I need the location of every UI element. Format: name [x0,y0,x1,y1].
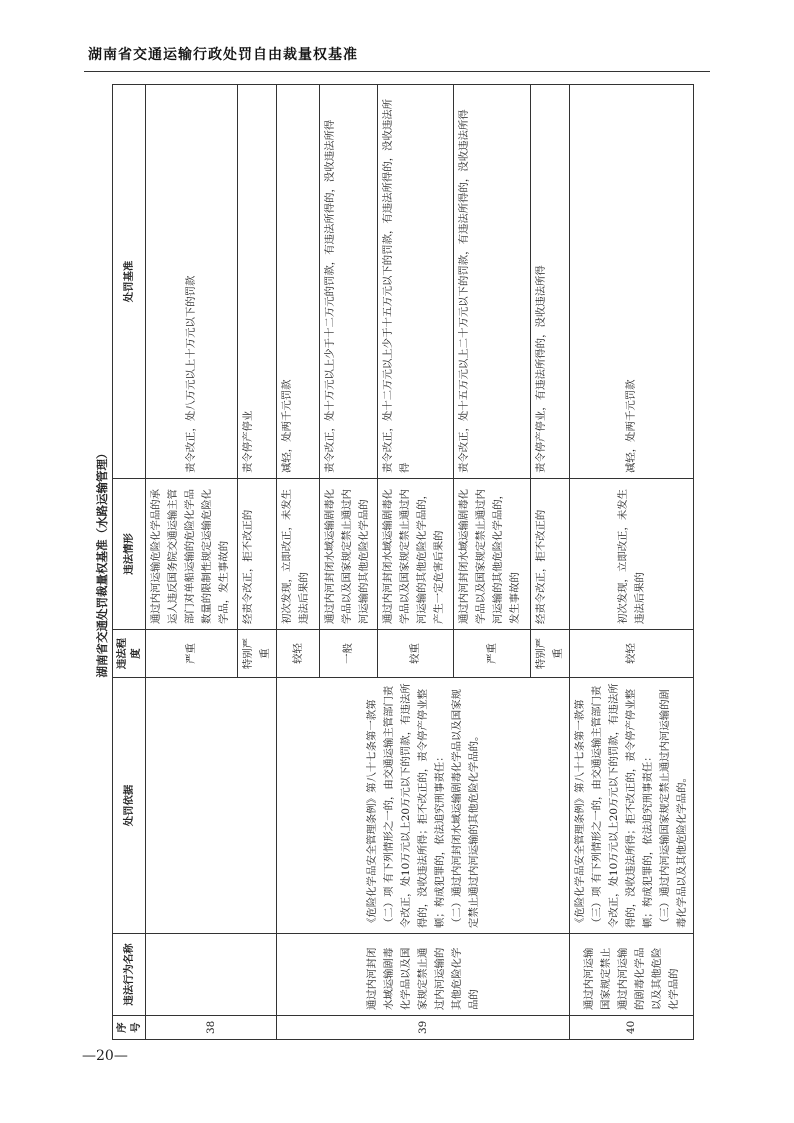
penalty-standard: 责令改正，处十万元以上少于十二万元的罚款，有违法所得的，没收违法所得 [320,85,378,479]
col-header-situation: 违法情形 [113,479,146,630]
violation-situation: 经责令改正，拒不改正的 [531,479,570,630]
page-number: —20— [82,1048,128,1064]
penalty-standard: 责令改正，处十五万元以上二十万元以下的罚款，有违法所得的，没收违法所得 [454,85,531,479]
violation-level: 特别严重 [238,630,277,678]
penalty-basis [570,678,694,934]
violation-level: 严重 [146,630,238,678]
violation-situation: 通过内河封闭水域运输剧毒化学品以及国家规定禁止通过内河运输的其他危险化学品的，发生事故的 [454,479,531,630]
penalty-standard-table [112,84,694,1040]
row-number: 38 [146,1016,277,1040]
violation-level: 较重 [378,630,454,678]
penalty-standard: 减轻，处两千元罚款 [277,85,320,479]
violation-situation: 通过内河封闭水域运输剧毒化学品以及国家规定禁止通过内河运输的其他危险化学品的，产生一定危害后果的 [378,479,454,630]
rotated-table-area [90,85,688,1040]
violation-level: 特别严重 [531,630,570,678]
table-row [570,85,694,1040]
table-sub-title: 湖南省交通处罚裁量权基准（水路运输管理） [95,447,109,678]
penalty-standard: 责令停产停业 [238,85,277,479]
col-header-level: 违法程度 [113,630,146,678]
col-header-penalty: 处罚基准 [113,85,146,479]
col-header-basis: 处罚依据 [113,678,146,934]
col-header-name: 违法行为名称 [113,934,146,1016]
violation-level: 严重 [454,630,531,678]
penalty-standard: 责令改正，处八万元以上十万元以下的罚款 [146,85,238,479]
row-number: 39 [277,1016,570,1040]
header-divider [84,71,710,72]
table-row [277,85,320,1040]
violation-name: 通过内河运输国家规定禁止通过内河运输的剧毒化学品以及其他危险化学品的 [570,934,694,1016]
table-header-row [113,85,146,1040]
violation-situation: 通过内河封闭水域运输剧毒化学品以及国家规定禁止通过内河运输的其他危险化学品的 [320,479,378,630]
basis-paragraph: （三）通过内河运输国家规定禁止通过内河运输的剧毒化学品以及其他危险化学品的。 [659,689,688,928]
penalty-standard: 减轻，处两千元罚款 [570,85,694,479]
violation-level: 较轻 [277,630,320,678]
col-header-no: 序号 [113,1016,146,1040]
document-header-title: 湖南省交通运输行政处罚自由裁量权基准 [88,47,358,63]
penalty-standard: 责令改正，处十二万元以上少于十五万元以下的罚款，有违法所得的，没收违法所得 [378,85,454,479]
violation-name [146,934,277,1016]
basis-paragraph: 《危险化学品安全管理条例》第八十七条第一款第（二）项 有下列情形之一的，由交通运输主管部门责令改正，处10万元以上20万元以下的罚款，有违法所得的，没收违法所得；拒不改正的，责令停产停业整顿；构成犯罪的，依法追究刑事责任： [365,683,446,928]
violation-level: 一般 [320,630,378,678]
basis-paragraph: （二）通过内河封闭水域运输剧毒化学品以及国家规定禁止通过内河运输的其他危险化学品的。 [450,689,480,928]
violation-situation: 初次发现，立即改正，未发生违法后果的 [570,479,694,630]
violation-situation: 经责令改正，拒不改正的 [238,479,277,630]
basis-paragraph: 《危险化学品安全管理条例》第八十七条第一款第（三）项 有下列情形之一的，由交通运输主管部门责令改正，处10万元以上20万元以下的罚款，有违法所得的，没收违法所得；拒不改正的，责令停产停业整顿；构成犯罪的，依法追究刑事责任： [574,683,654,928]
violation-situation: 通过内河运输危险化学品的承运人违反国务院交通运输主管部门对单船运输的危险化学品数量的限制性规定运输危险化学品，发生事故的 [146,479,238,630]
table-row [146,85,238,1040]
penalty-basis [146,678,277,934]
penalty-standard: 责令停产停业，有违法所得的，没收违法所得 [531,85,570,479]
row-number: 40 [570,1016,694,1040]
violation-name: 通过内河封闭水域运输剧毒化学品以及国家规定禁止通过内河运输的其他危险化学品的 [277,934,570,1016]
violation-situation: 初次发现，立即改正，未发生违法后果的 [277,479,320,630]
penalty-basis [277,678,570,934]
violation-level: 较轻 [570,630,694,678]
